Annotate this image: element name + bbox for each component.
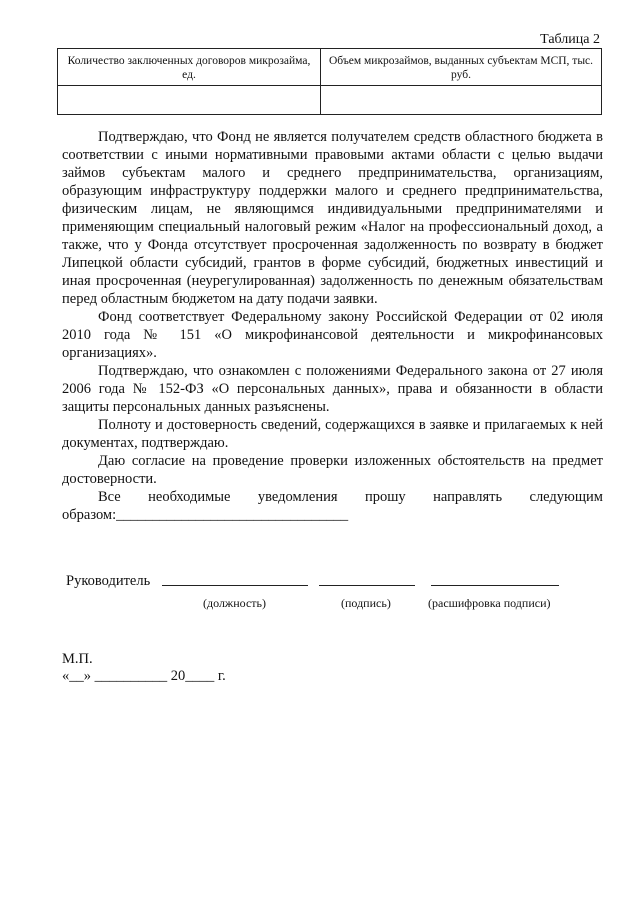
table-header-loan-volume: Объем микрозаймов, выданных субъектам МСП, тыс. руб.: [321, 49, 602, 86]
table-cell-loan-volume[interactable]: [321, 86, 602, 115]
paragraph-verification-consent: Даю согласие на проведение проверки изложенных обстоятельств на предмет достоверности.: [62, 453, 603, 487]
caption-signature: (подпись): [341, 596, 391, 610]
table-caption: Таблица 2: [540, 32, 600, 47]
signature-label: Руководитель: [66, 573, 151, 589]
table-header-contracts-count: Количество заключенных договоров микрозайма, ед.: [58, 49, 321, 86]
confirmation-text: [62, 128, 603, 524]
date-line: «__» __________ 20____ г.: [62, 668, 226, 684]
paragraph-no-budget-funds: Подтверждаю, что Фонд не является получателем средств областного бюджета в соответствии с иными нормативными правовыми актами области с целью выдачи займов субъектам малого и среднего предпринимательства, организациям, образующим инфраструктуру поддержки малого и среднего предпринимательства, физическим лицам, не являющимся индивидуальными предпринимателями и применяющим специальный налоговый режим «Налог на профессиональный доход, а также, что у Фонда отсутствует просроченная задолженность по возврату в бюджет Липецкой области субсидий, грантов в форме субсидий, бюджетных инвестиций и иная просроченная (неурегулированная) задолженность по денежным обязательствам перед областным бюджетом на дату подачи заявки.: [62, 129, 603, 307]
paragraph-completeness: Полноту и достоверность сведений, содержащихся в заявке и прилагаемых к ней документах, подтверждаю.: [62, 417, 603, 451]
caption-decoding: (расшифровка подписи): [428, 596, 551, 610]
position-line[interactable]: [162, 585, 308, 586]
signature-line[interactable]: [319, 585, 415, 586]
paragraph-notification-method: Все необходимые уведомления прошу направлять следующим образом:________________________________: [62, 489, 603, 523]
microloan-table: [57, 48, 602, 115]
paragraph-law-151-compliance: Фонд соответствует Федеральному закону Российской Федерации от 02 июля 2010 года № 151 «О микрофинансовой деятельности и микрофинансовых организациях».: [62, 309, 603, 361]
paragraph-law-152-acknowledgement: Подтверждаю, что ознакомлен с положениями Федерального закона от 27 июля 2006 года № 152-ФЗ «О персональных данных», права и обязанности в области защиты персональных данных разъяснены.: [62, 363, 603, 415]
signature-decoding-line[interactable]: [431, 585, 559, 586]
signature-row: [66, 573, 586, 593]
stamp-placeholder: М.П.: [62, 651, 93, 667]
caption-position: (должность): [203, 596, 266, 610]
table-cell-contracts-count[interactable]: [58, 86, 321, 115]
